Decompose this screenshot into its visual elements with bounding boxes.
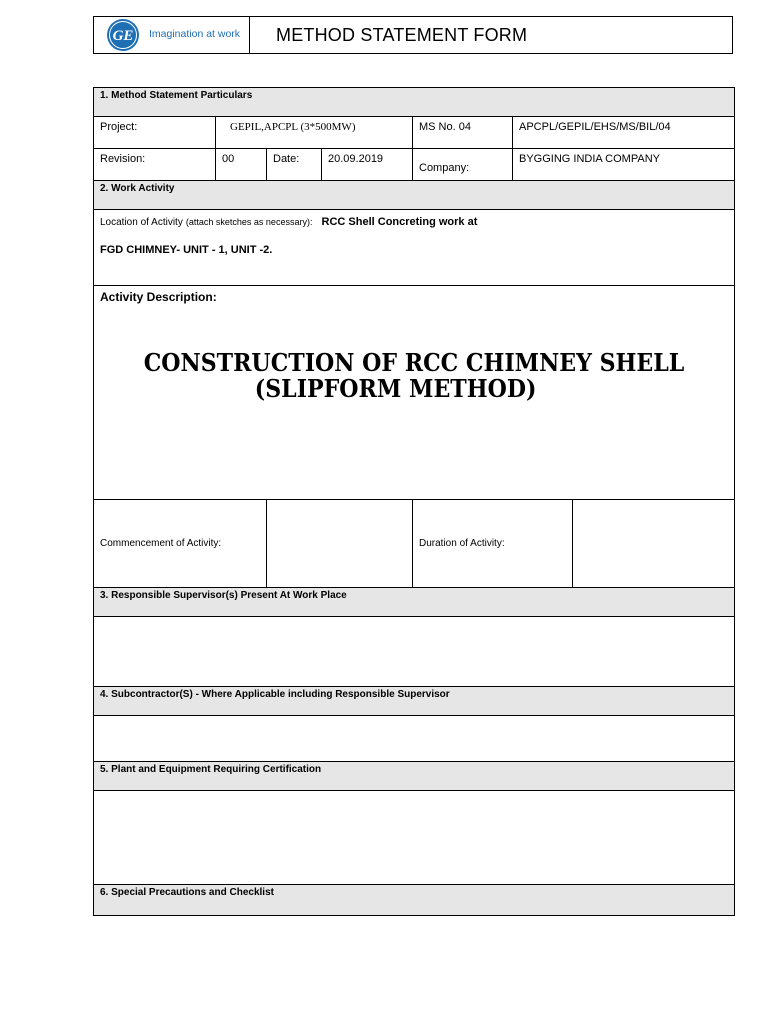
location-value-2: FGD CHIMNEY- UNIT - 1, UNIT -2. — [100, 244, 273, 256]
location-note: (attach sketches as necessary): — [185, 217, 313, 227]
project-label: Project: — [94, 117, 216, 149]
ms-no-label: MS No. 04 — [413, 117, 513, 149]
form-title: METHOD STATEMENT FORM — [276, 25, 528, 45]
ge-tagline: Imagination at work — [149, 28, 241, 40]
activity-description-title — [125, 350, 703, 402]
ms-no-value: APCPL/GEPIL/EHS/MS/BIL/04 — [513, 117, 735, 149]
plant-equipment-field — [94, 791, 735, 885]
ge-logo-icon — [106, 18, 140, 52]
location-label: Location of Activity — [100, 217, 183, 228]
activity-description — [94, 286, 735, 500]
commencement-label: Commencement of Activity: — [94, 500, 267, 588]
commencement-value — [267, 500, 413, 588]
revision-label: Revision: — [94, 149, 216, 181]
description-line-1: CONSTRUCTION OF RCC CHIMNEY SHELL — [143, 348, 685, 377]
title-box — [249, 16, 733, 54]
description-line-2: (SLIPFORM METHOD) — [254, 374, 537, 403]
method-statement-table — [93, 87, 735, 916]
description-label: Activity Description: — [100, 290, 217, 304]
section-header-work-activity: 2. Work Activity — [94, 181, 735, 210]
supervisors-field — [94, 617, 735, 687]
section-header-subcontractors: 4. Subcontractor(S) - Where Applicable including Responsible Supervisor — [94, 687, 735, 716]
section-header-plant-equipment: 5. Plant and Equipment Requiring Certification — [94, 762, 735, 791]
duration-label: Duration of Activity: — [413, 500, 573, 588]
revision-value: 00 — [216, 149, 267, 181]
section-header-particulars: 1. Method Statement Particulars — [94, 88, 735, 117]
ge-logo-text: GE — [112, 28, 134, 44]
duration-value — [573, 500, 735, 588]
location-value-1: RCC Shell Concreting work at — [321, 216, 478, 228]
date-label: Date: — [267, 149, 322, 181]
company-label: Company: — [413, 149, 513, 181]
section-header-supervisors: 3. Responsible Supervisor(s) Present At Work Place — [94, 588, 735, 617]
date-value: 20.09.2019 — [322, 149, 413, 181]
logo-box — [93, 16, 249, 54]
section-header-precautions: 6. Special Precautions and Checklist — [94, 885, 735, 916]
subcontractors-field — [94, 716, 735, 762]
company-value: BYGGING INDIA COMPANY — [513, 149, 735, 181]
project-value: GEPIL,APCPL (3*500MW) — [216, 117, 413, 149]
location-of-activity — [94, 210, 735, 286]
